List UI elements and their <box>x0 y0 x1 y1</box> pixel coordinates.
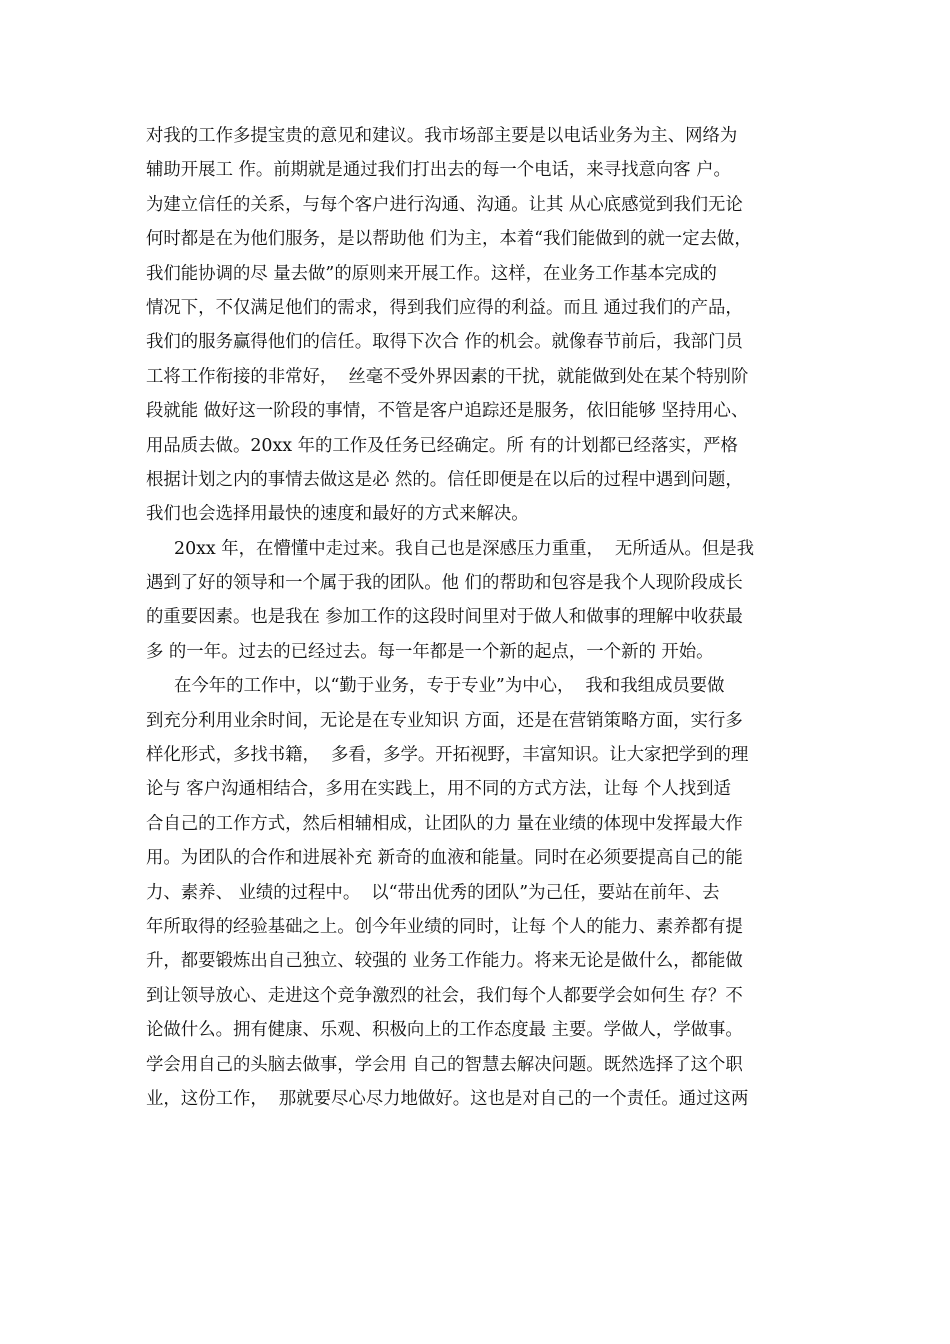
text-line: 样化形式，多找书籍， 多看，多学。开拓视野，丰富知识。让大家把学到的理 <box>146 745 749 766</box>
text-line: 为建立信任的关系，与每个客户进行沟通、沟通。让其 从心底感觉到我们无论 <box>146 194 743 215</box>
text-line: 业，这份工作， 那就要尽心尽力地做好。这也是对自己的一个责任。通过这两 <box>146 1088 749 1109</box>
text-line: 对我的工作多提宝贵的意见和建议。我市场部主要是以电话业务为主、网络为 <box>146 126 738 146</box>
text-line: 合自己的工作方式，然后相辅相成，让团队的力 量在业绩的体现中发挥最大作 <box>146 813 743 834</box>
text-line: 根据计划之内的事情去做这是必 然的。信任即便是在以后的过程中遇到问题， <box>146 469 743 490</box>
text-line: 年所取得的经验基础之上。创今年业绩的同时，让每 个人的能力、素养都有提 <box>146 916 743 937</box>
text-line: 多 的一年。过去的已经过去。每一年都是一个新的起点，一个新的 开始。 <box>146 641 714 662</box>
text-line: 到让领导放心、走进这个竞争激烈的社会，我们每个人都要学会如何生 存？不 <box>146 985 743 1006</box>
text-line: 何时都是在为他们服务，是以帮助他 们为主，本着“我们能做到的就一定去做， <box>146 229 752 250</box>
text-line: 段就能 做好这一阶段的事情，不管是客户追踪还是服务，依旧能够 坚持用心、 <box>146 401 749 422</box>
text-line: 我们的服务赢得他们的信任。取得下次合 作的机会。就像春节前后，我部门员 <box>146 332 743 353</box>
text-line: 20xx 年，在懵懂中走过来。我自己也是深感压力重重， 无所适从。但是我 <box>174 538 755 559</box>
text-line: 遇到了好的领导和一个属于我的团队。他 们的帮助和包容是我个人现阶段成长 <box>146 573 743 594</box>
text-line: 工将工作衔接的非常好， 丝毫不受外界因素的干扰，就能做到处在某个特别阶 <box>146 366 749 387</box>
text-line: 的重要因素。也是我在 参加工作的这段时间里对于做人和做事的理解中收获最 <box>146 607 743 628</box>
text-line: 到充分利用业余时间，无论是在专业知识 方面，还是在营销策略方面，实行多 <box>146 710 743 731</box>
text-line: 用。为团队的合作和进展补充 新奇的血液和能量。同时在必须要提高自己的能 <box>146 848 743 869</box>
text-line: 论做什么。拥有健康、乐观、积极向上的工作态度最 主要。学做人，学做事。 <box>146 1020 743 1041</box>
body-text <box>146 119 826 1116</box>
text-line: 我们也会选择用最快的速度和最好的方式来解决。 <box>146 504 529 525</box>
text-line: 我们能协调的尽 量去做”的原则来开展工作。这样，在业务工作基本完成的 <box>146 263 717 284</box>
text-line: 学会用自己的头脑去做事，学会用 自己的智慧去解决问题。既然选择了这个职 <box>146 1054 743 1075</box>
text-line: 论与 客户沟通相结合，多用在实践上，用不同的方式方法，让每 个人找到适 <box>146 779 731 800</box>
text-line: 用品质去做。20xx 年的工作及任务已经确定。所 有的计划都已经落实，严格 <box>146 435 738 456</box>
text-line: 辅助开展工 作。前期就是通过我们打出去的每一个电话，来寻找意向客 户。 <box>146 160 731 181</box>
text-line: 在今年的工作中，以“勤于业务，专于专业”为中心， 我和我组成员要做 <box>174 676 725 697</box>
text-line: 力、素养、 业绩的过程中。 以“带出优秀的团队”为己任，要站在前年、去 <box>146 882 720 903</box>
text-line: 情况下，不仅满足他们的需求，得到我们应得的利益。而且 通过我们的产品， <box>146 297 743 318</box>
text-line: 升，都要锻炼出自己独立、较强的 业务工作能力。将来无论是做什么，都能做 <box>146 951 743 972</box>
